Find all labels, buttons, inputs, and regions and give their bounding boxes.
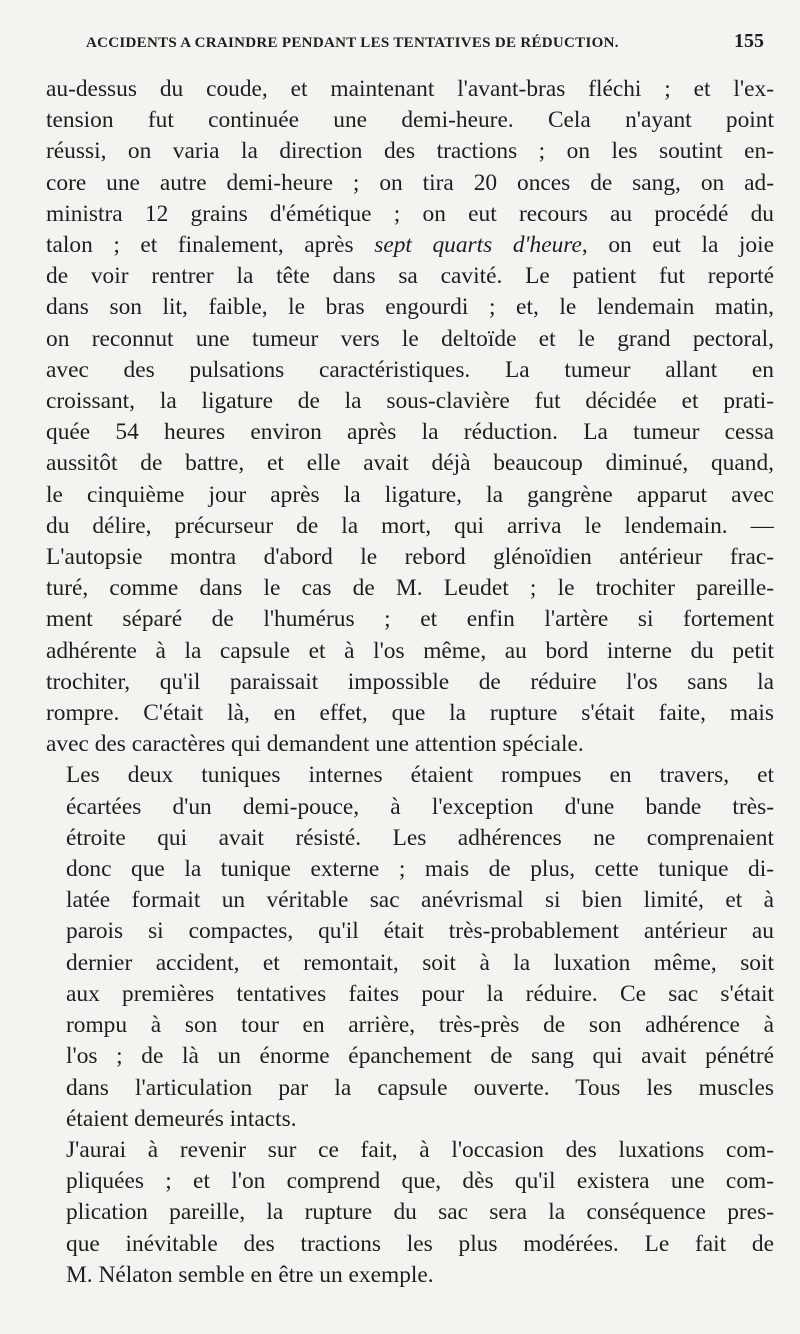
text-line: que inévitable des tractions les plus modérées. Le fait de <box>66 1230 774 1257</box>
text-line: avec des pulsations caractéristiques. La tumeur allant en <box>46 356 774 383</box>
text-line: quée 54 heures environ après la réduction. La tumeur cessa <box>46 419 774 446</box>
text-line: croissant, la ligature de la sous-clavière fut décidée et prati- <box>46 388 774 415</box>
text-line: au-dessus du coude, et maintenant l'avant-bras fléchi ; et l'ex- <box>46 76 774 102</box>
text-line: dans son lit, faible, le bras engourdi ; et, le lendemain matin, <box>46 294 774 321</box>
text-line: aussitôt de battre, et elle avait déjà beaucoup diminué, quand, <box>46 450 774 477</box>
text-line: ministra 12 grains d'émétique ; on eut recours au procédé du <box>46 200 774 227</box>
text-line: pliquées ; et l'on comprend que, dès qu'il existera une com- <box>66 1168 774 1195</box>
text-line: dans l'articulation par la capsule ouverte. Tous les muscles <box>66 1074 774 1101</box>
text-line: on reconnut une tumeur vers le deltoïde et le grand pectoral, <box>46 325 774 352</box>
text-line: ment séparé de l'humérus ; et enfin l'artère si fortement <box>46 606 774 633</box>
body-text <box>46 74 774 1291</box>
text-line: parois si compactes, qu'il était très-probablement antérieur au <box>66 918 774 945</box>
text-line: talon ; et finalement, après sept quarts d'heure, on eut la joie <box>46 232 774 259</box>
text-line: de voir rentrer la tête dans sa cavité. Le patient fut reporté <box>46 263 774 290</box>
text-line: tension fut continuée une demi-heure. Cela n'ayant point <box>46 107 774 134</box>
text-line: écartées d'un demi-pouce, à l'exception d'une bande très- <box>66 793 774 820</box>
italic-phrase: sept quarts d'heure <box>374 232 582 259</box>
paragraph-1 <box>46 74 774 760</box>
text-line: M. Nélaton semble en être un exemple. <box>66 1261 434 1288</box>
text-line: turé, comme dans le cas de M. Leudet ; le trochiter pareille- <box>46 575 774 602</box>
text-line: adhérente à la capsule et à l'os même, au bord interne du petit <box>46 637 774 664</box>
text-line: étaient demeurés intacts. <box>66 1105 297 1132</box>
text-line: donc que la tunique externe ; mais de plus, cette tunique di- <box>66 856 774 883</box>
text-line: L'autopsie montra d'abord le rebord glénoïdien antérieur frac- <box>46 544 774 571</box>
page-number: 155 <box>734 30 764 52</box>
paragraph-2 <box>46 760 774 1134</box>
text-line: core une autre demi-heure ; on tira 20 onces de sang, on ad- <box>46 169 774 196</box>
text-line: réussi, on varia la direction des tractions ; on les soutint en- <box>46 138 774 165</box>
text-line: Les deux tuniques internes étaient rompues en travers, et <box>66 762 774 789</box>
text-line: aux premières tentatives faites pour la réduire. Ce sac s'était <box>66 980 774 1007</box>
text-line: dernier accident, et remontait, soit à la luxation même, soit <box>66 949 774 976</box>
text-line: étroite qui avait résisté. Les adhérences ne comprenaient <box>66 824 774 851</box>
text-line: plication pareille, la rupture du sac sera la conséquence pres- <box>66 1199 774 1226</box>
text-line: du délire, précurseur de la mort, qui arriva le lendemain. — <box>46 512 774 539</box>
text-line: avec des caractères qui demandent une attention spéciale. <box>46 731 584 758</box>
text-line: trochiter, qu'il paraissait impossible de réduire l'os sans la <box>46 668 774 695</box>
text-line: rompre. C'était là, en effet, que la rupture s'était faite, mais <box>46 700 774 727</box>
running-title: ACCIDENTS A CRAINDRE PENDANT LES TENTATIVES DE RÉDUCTION. <box>86 35 619 51</box>
text-line: le cinquième jour après la ligature, la gangrène apparut avec <box>46 481 774 508</box>
paragraph-3 <box>46 1135 774 1291</box>
text-line: l'os ; de là un énorme épanchement de sang qui avait pénétré <box>66 1043 774 1070</box>
text-line: J'aurai à revenir sur ce fait, à l'occasion des luxations com- <box>66 1136 774 1163</box>
text-line: latée formait un véritable sac anévrismal si bien limité, et à <box>66 887 774 914</box>
text-line: rompu à son tour en arrière, très-près de son adhérence à <box>66 1012 774 1039</box>
running-head <box>86 30 764 74</box>
